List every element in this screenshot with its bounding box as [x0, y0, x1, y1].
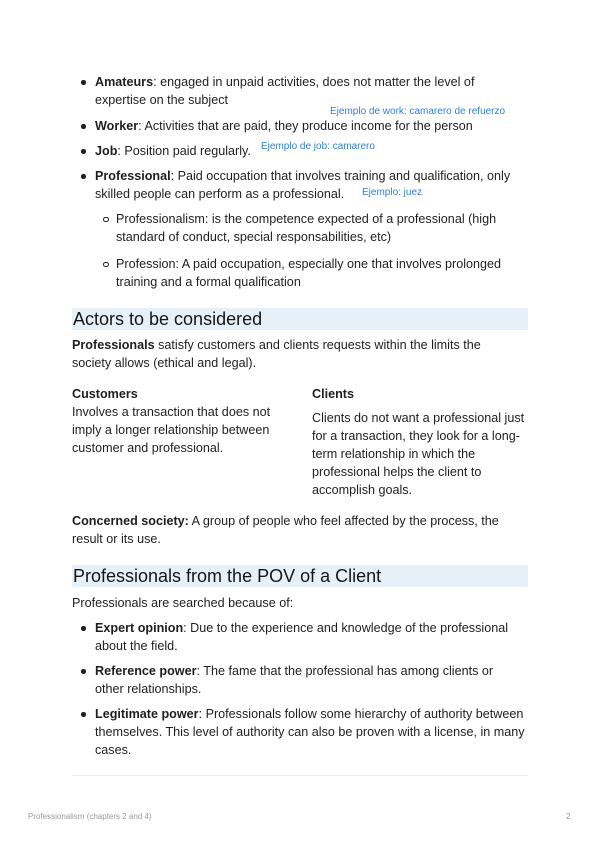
list-item: [95, 619, 525, 655]
list-item: [95, 167, 525, 203]
annotation-note: Ejemplo: juez: [362, 187, 423, 198]
term: Amateurs: [95, 75, 154, 89]
term: Legitimate power: [95, 707, 199, 721]
term: Concerned society:: [72, 514, 189, 528]
term: Job: [95, 144, 118, 158]
divider: [72, 775, 528, 776]
customers-title: Customers: [72, 387, 138, 401]
paragraph-text: satisfy customers and clients requests within the limits the society allows (ethical and legal).: [72, 338, 481, 370]
section-heading: [72, 565, 528, 587]
definition: : Due to the experience and knowledge of the professional about the field.: [95, 621, 509, 653]
clients-text: Clients do not want a professional just for a transaction, they look for a long-term relationship in which the professional helps the client to accomplish goals.: [312, 411, 525, 497]
section-heading-text: Professionals from the POV of a Client: [73, 566, 382, 586]
list-item: [95, 705, 525, 759]
paragraph-text: A group of people who feel affected by the process, the result or its use.: [72, 514, 499, 546]
sub-list-item: Profession: A paid occupation, especially one that involves prolonged training and a formal qualification: [116, 255, 526, 291]
annotation-note: Ejemplo de work: camarero de refuerzo: [330, 106, 506, 117]
definition: : Activities that are paid, they produce income for the person: [138, 119, 473, 133]
term: Reference power: [95, 664, 197, 678]
customers-text: Involves a transaction that does not imply a longer relationship between customer and professional.: [72, 405, 271, 455]
paragraph: [72, 512, 522, 548]
section-heading-text: Actors to be considered: [73, 309, 263, 329]
page-number: 2: [566, 812, 571, 821]
sub-list-item: Professionalism: is the competence expected of a professional (high standard of conduct, special responsabilities, etc): [116, 210, 526, 246]
term: Professionals: [72, 338, 155, 352]
definition: : Paid occupation that involves training and qualification, only skilled people can perform as a professional.: [95, 169, 511, 201]
term: Expert opinion: [95, 621, 184, 635]
term: Worker: [95, 119, 139, 133]
paragraph: Professionals are searched because of:: [72, 596, 294, 610]
paragraph: [72, 336, 522, 372]
section-heading: [72, 308, 528, 330]
list-item: [95, 662, 525, 698]
list-item: [95, 73, 525, 109]
definition: : engaged in unpaid activities, does not matter the level of expertise on the subject: [95, 75, 475, 107]
clients-title: Clients: [312, 387, 354, 401]
list-item: [95, 117, 525, 135]
term: Professional: [95, 169, 171, 183]
footer-title: Professionalism (chapters 2 and 4): [28, 812, 152, 821]
definition: : Professionals follow some hierarchy of authority between themselves. This level of authority can also be proven with a license, in many cases.: [95, 707, 525, 757]
definition: : The fame that the professional has among clients or other relationships.: [95, 664, 494, 696]
annotation-note: Ejemplo de job: camarero: [261, 141, 375, 152]
definition: : Position paid regularly.: [117, 144, 251, 158]
